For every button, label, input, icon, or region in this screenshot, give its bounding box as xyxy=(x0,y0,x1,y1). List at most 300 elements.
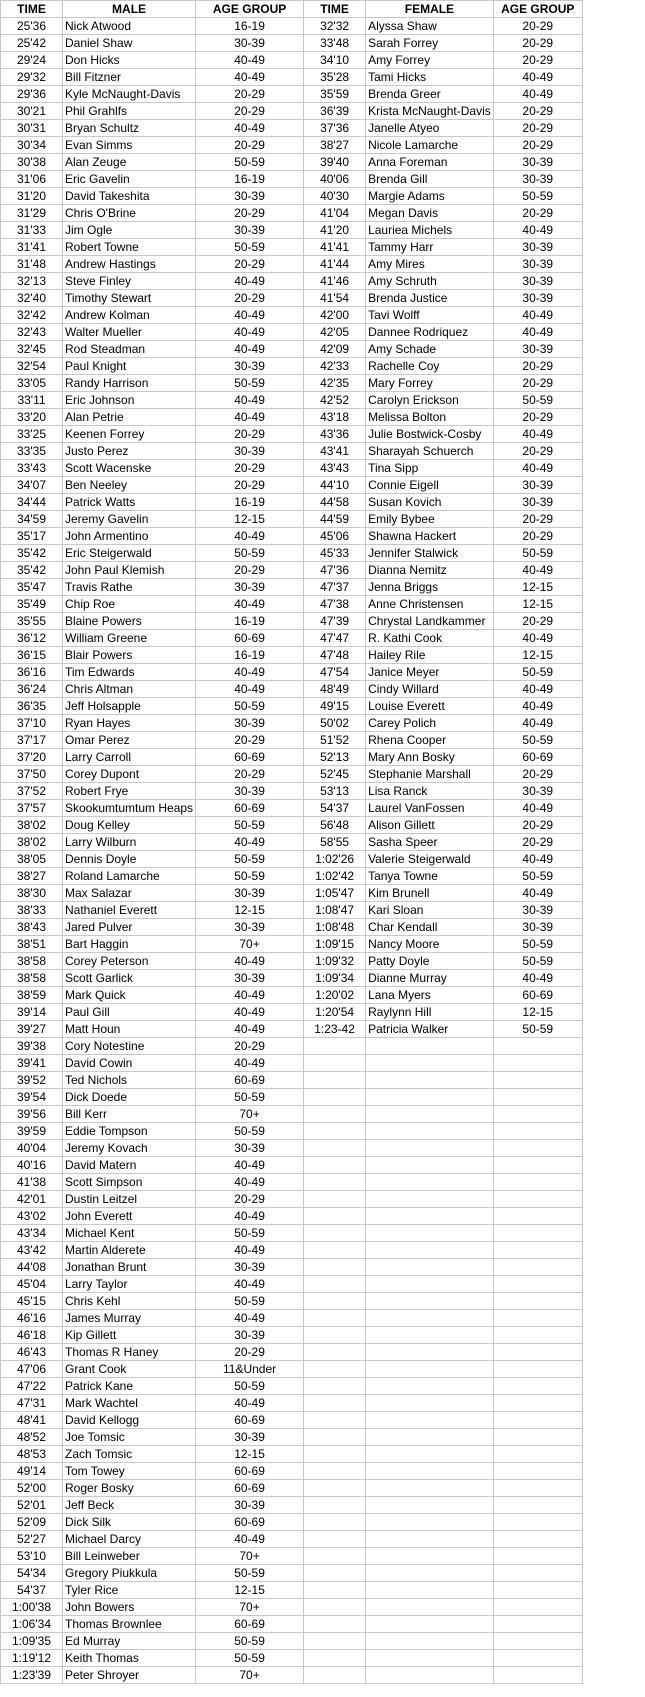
table-row xyxy=(1,1123,583,1140)
male-name-cell: Scott Wacenske xyxy=(63,460,196,477)
female-age-group-cell xyxy=(493,1429,582,1446)
female-name-cell xyxy=(366,1038,494,1055)
male-name-cell: Cory Notestine xyxy=(63,1038,196,1055)
table-row xyxy=(1,970,583,987)
male-name-cell: William Greene xyxy=(63,630,196,647)
female-time-cell: 41'04 xyxy=(304,205,366,222)
female-name-cell xyxy=(366,1242,494,1259)
male-age-group-cell: 40-49 xyxy=(196,52,304,69)
male-time-cell: 54'37 xyxy=(1,1582,63,1599)
male-name-cell: Keenen Forrey xyxy=(63,426,196,443)
table-row xyxy=(1,596,583,613)
female-age-group-cell: 40-49 xyxy=(493,970,582,987)
female-time-cell: 39'40 xyxy=(304,154,366,171)
male-name-cell: Skookumtumtum Heaps xyxy=(63,800,196,817)
male-time-cell: 37'10 xyxy=(1,715,63,732)
male-age-group-cell: 20-29 xyxy=(196,766,304,783)
male-time-cell: 45'04 xyxy=(1,1276,63,1293)
male-name-cell: Bart Haggin xyxy=(63,936,196,953)
male-name-cell: Tom Towey xyxy=(63,1463,196,1480)
male-time-cell: 1:09'35 xyxy=(1,1633,63,1650)
male-name-cell: James Murray xyxy=(63,1310,196,1327)
female-age-group-cell: 30-39 xyxy=(493,477,582,494)
female-time-cell xyxy=(304,1633,366,1650)
female-age-group-cell: 40-49 xyxy=(493,426,582,443)
female-time-cell xyxy=(304,1038,366,1055)
female-time-cell xyxy=(304,1106,366,1123)
female-name-cell: Cindy Willard xyxy=(366,681,494,698)
male-name-cell: David Kellogg xyxy=(63,1412,196,1429)
female-time-cell: 42'09 xyxy=(304,341,366,358)
female-name-cell: Alison Gillett xyxy=(366,817,494,834)
male-time-cell: 34'07 xyxy=(1,477,63,494)
female-age-group-cell: 50-59 xyxy=(493,392,582,409)
male-name-cell: Tyler Rice xyxy=(63,1582,196,1599)
table-row xyxy=(1,579,583,596)
female-name-cell xyxy=(366,1191,494,1208)
male-time-cell: 29'32 xyxy=(1,69,63,86)
female-age-group-cell: 20-29 xyxy=(493,817,582,834)
male-name-cell: Max Salazar xyxy=(63,885,196,902)
male-time-cell: 32'13 xyxy=(1,273,63,290)
male-age-group-cell: 30-39 xyxy=(196,35,304,52)
male-name-cell: Dick Doede xyxy=(63,1089,196,1106)
male-time-cell: 25'36 xyxy=(1,18,63,35)
female-time-cell: 52'13 xyxy=(304,749,366,766)
male-time-cell: 38'58 xyxy=(1,970,63,987)
male-age-group-cell: 40-49 xyxy=(196,307,304,324)
male-time-cell: 48'41 xyxy=(1,1412,63,1429)
male-time-cell: 37'50 xyxy=(1,766,63,783)
female-time-cell: 42'33 xyxy=(304,358,366,375)
male-time-cell: 32'45 xyxy=(1,341,63,358)
female-name-cell xyxy=(366,1072,494,1089)
female-time-cell xyxy=(304,1565,366,1582)
table-row xyxy=(1,460,583,477)
male-name-cell: David Matern xyxy=(63,1157,196,1174)
male-name-cell: Chris Kehl xyxy=(63,1293,196,1310)
male-age-group-cell: 40-49 xyxy=(196,681,304,698)
female-name-cell: Mary Forrey xyxy=(366,375,494,392)
female-name-cell: Raylynn Hill xyxy=(366,1004,494,1021)
female-name-cell xyxy=(366,1106,494,1123)
male-time-cell: 33'43 xyxy=(1,460,63,477)
male-time-cell: 53'10 xyxy=(1,1548,63,1565)
male-age-group-cell: 20-29 xyxy=(196,205,304,222)
male-time-cell: 33'11 xyxy=(1,392,63,409)
male-name-cell: Phil Grahlfs xyxy=(63,103,196,120)
female-time-cell: 42'00 xyxy=(304,307,366,324)
male-age-group-cell: 40-49 xyxy=(196,987,304,1004)
male-age-group-cell: 50-59 xyxy=(196,1633,304,1650)
table-row xyxy=(1,1395,583,1412)
male-time-cell: 31'29 xyxy=(1,205,63,222)
female-age-group-cell xyxy=(493,1480,582,1497)
male-name-cell: Bill Leinweber xyxy=(63,1548,196,1565)
female-time-cell xyxy=(304,1548,366,1565)
female-age-group-cell xyxy=(493,1038,582,1055)
table-row xyxy=(1,664,583,681)
female-name-cell: Jennifer Stalwick xyxy=(366,545,494,562)
female-age-group-cell: 40-49 xyxy=(493,69,582,86)
male-age-group-cell: 50-59 xyxy=(196,1378,304,1395)
female-time-cell: 42'35 xyxy=(304,375,366,392)
results-body xyxy=(1,18,583,1684)
male-name-cell: Justo Perez xyxy=(63,443,196,460)
table-row xyxy=(1,307,583,324)
female-name-cell xyxy=(366,1429,494,1446)
male-name-cell: John Armentino xyxy=(63,528,196,545)
male-name-cell: Rod Steadman xyxy=(63,341,196,358)
female-age-group-cell xyxy=(493,1191,582,1208)
female-age-group-cell: 20-29 xyxy=(493,120,582,137)
female-age-group-cell xyxy=(493,1055,582,1072)
male-name-cell: Patrick Kane xyxy=(63,1378,196,1395)
female-name-cell xyxy=(366,1055,494,1072)
male-time-cell: 47'22 xyxy=(1,1378,63,1395)
female-age-group-cell: 50-59 xyxy=(493,953,582,970)
male-time-cell: 1:00'38 xyxy=(1,1599,63,1616)
female-age-group-cell: 30-39 xyxy=(493,154,582,171)
female-time-cell xyxy=(304,1361,366,1378)
male-name-cell: Scott Simpson xyxy=(63,1174,196,1191)
female-time-cell: 43'41 xyxy=(304,443,366,460)
male-time-cell: 36'35 xyxy=(1,698,63,715)
table-row xyxy=(1,817,583,834)
male-name-cell: Corey Peterson xyxy=(63,953,196,970)
male-name-cell: Roland Lamarche xyxy=(63,868,196,885)
female-name-cell: Alyssa Shaw xyxy=(366,18,494,35)
table-row xyxy=(1,868,583,885)
female-time-cell xyxy=(304,1531,366,1548)
male-time-cell: 39'38 xyxy=(1,1038,63,1055)
male-age-group-cell: 20-29 xyxy=(196,137,304,154)
male-name-cell: Jeremy Gavelin xyxy=(63,511,196,528)
male-time-cell: 32'43 xyxy=(1,324,63,341)
male-time-cell: 1:23'39 xyxy=(1,1667,63,1684)
female-name-cell: R. Kathi Cook xyxy=(366,630,494,647)
female-time-cell: 41'54 xyxy=(304,290,366,307)
table-row xyxy=(1,783,583,800)
male-time-cell: 52'27 xyxy=(1,1531,63,1548)
female-time-cell: 48'49 xyxy=(304,681,366,698)
female-time-cell xyxy=(304,1310,366,1327)
male-time-cell: 36'24 xyxy=(1,681,63,698)
male-name-cell: Chris Altman xyxy=(63,681,196,698)
table-row xyxy=(1,545,583,562)
female-age-group-cell: 30-39 xyxy=(493,783,582,800)
male-name-cell: Eric Johnson xyxy=(63,392,196,409)
male-age-group-cell: 40-49 xyxy=(196,1021,304,1038)
male-name-cell: Mark Quick xyxy=(63,987,196,1004)
male-age-group-cell: 16-19 xyxy=(196,18,304,35)
female-time-cell: 1:20'02 xyxy=(304,987,366,1004)
male-name-cell: Larry Taylor xyxy=(63,1276,196,1293)
male-time-cell: 31'41 xyxy=(1,239,63,256)
table-row xyxy=(1,256,583,273)
female-name-cell: Anna Foreman xyxy=(366,154,494,171)
female-name-cell: Margie Adams xyxy=(366,188,494,205)
male-name-cell: Jared Pulver xyxy=(63,919,196,936)
table-row xyxy=(1,1038,583,1055)
male-name-cell: Ryan Hayes xyxy=(63,715,196,732)
male-name-cell: Blaine Powers xyxy=(63,613,196,630)
male-name-cell: Corey Dupont xyxy=(63,766,196,783)
male-age-group-cell: 20-29 xyxy=(196,426,304,443)
male-time-cell: 39'14 xyxy=(1,1004,63,1021)
female-time-cell xyxy=(304,1514,366,1531)
male-age-group-cell: 40-49 xyxy=(196,392,304,409)
male-time-cell: 52'00 xyxy=(1,1480,63,1497)
female-name-cell xyxy=(366,1140,494,1157)
female-age-group-cell: 50-59 xyxy=(493,1021,582,1038)
female-time-cell: 1:09'15 xyxy=(304,936,366,953)
female-time-cell xyxy=(304,1123,366,1140)
male-name-cell: Kyle McNaught-Davis xyxy=(63,86,196,103)
female-name-cell: Nancy Moore xyxy=(366,936,494,953)
male-age-group-cell: 16-19 xyxy=(196,494,304,511)
female-name-cell xyxy=(366,1123,494,1140)
male-age-group-cell: 60-69 xyxy=(196,1412,304,1429)
male-age-group-cell: 30-39 xyxy=(196,919,304,936)
female-time-cell: 40'06 xyxy=(304,171,366,188)
female-age-group-cell: 20-29 xyxy=(493,35,582,52)
female-name-cell: Julie Bostwick-Cosby xyxy=(366,426,494,443)
female-time-cell: 42'05 xyxy=(304,324,366,341)
female-age-group-cell: 30-39 xyxy=(493,273,582,290)
male-name-cell: Robert Frye xyxy=(63,783,196,800)
female-time-cell: 56'48 xyxy=(304,817,366,834)
female-time-cell: 43'36 xyxy=(304,426,366,443)
male-name-cell: Nathaniel Everett xyxy=(63,902,196,919)
female-age-group-cell: 50-59 xyxy=(493,868,582,885)
male-age-group-cell: 20-29 xyxy=(196,86,304,103)
female-time-cell: 44'59 xyxy=(304,511,366,528)
female-time-cell: 40'30 xyxy=(304,188,366,205)
male-name-cell: Chris O'Brine xyxy=(63,205,196,222)
table-row xyxy=(1,1497,583,1514)
female-time-header: TIME xyxy=(304,1,366,18)
female-age-group-cell xyxy=(493,1412,582,1429)
table-row xyxy=(1,987,583,1004)
male-age-group-cell: 20-29 xyxy=(196,1038,304,1055)
male-age-group-cell: 30-39 xyxy=(196,358,304,375)
male-age-group-cell: 40-49 xyxy=(196,953,304,970)
female-time-cell: 1:09'34 xyxy=(304,970,366,987)
female-time-cell: 52'45 xyxy=(304,766,366,783)
female-time-cell: 1:23-42 xyxy=(304,1021,366,1038)
table-row xyxy=(1,1446,583,1463)
male-age-group-cell: 40-49 xyxy=(196,664,304,681)
male-time-cell: 41'38 xyxy=(1,1174,63,1191)
female-name-cell xyxy=(366,1395,494,1412)
female-age-group-cell xyxy=(493,1276,582,1293)
female-time-cell: 41'46 xyxy=(304,273,366,290)
female-time-cell xyxy=(304,1344,366,1361)
female-age-group-cell xyxy=(493,1650,582,1667)
male-name-cell: Daniel Shaw xyxy=(63,35,196,52)
male-name-cell: Bill Fitzner xyxy=(63,69,196,86)
female-age-group-cell xyxy=(493,1667,582,1684)
table-row xyxy=(1,1616,583,1633)
female-time-cell: 1:02'42 xyxy=(304,868,366,885)
table-row xyxy=(1,273,583,290)
female-name-cell: Janice Meyer xyxy=(366,664,494,681)
male-name-cell: Doug Kelley xyxy=(63,817,196,834)
table-row xyxy=(1,715,583,732)
female-time-cell xyxy=(304,1599,366,1616)
table-row xyxy=(1,681,583,698)
female-age-group-cell: 20-29 xyxy=(493,511,582,528)
female-age-group-cell: 20-29 xyxy=(493,834,582,851)
female-name-cell xyxy=(366,1616,494,1633)
male-name-cell: Dustin Leitzel xyxy=(63,1191,196,1208)
female-age-group-cell: 50-59 xyxy=(493,188,582,205)
male-name-cell: Jeremy Kovach xyxy=(63,1140,196,1157)
male-time-cell: 35'17 xyxy=(1,528,63,545)
female-name-cell: Megan Davis xyxy=(366,205,494,222)
male-age-group-cell: 50-59 xyxy=(196,851,304,868)
male-age-group-cell: 60-69 xyxy=(196,749,304,766)
male-time-cell: 30'34 xyxy=(1,137,63,154)
male-time-cell: 38'59 xyxy=(1,987,63,1004)
male-name-cell: Evan Simms xyxy=(63,137,196,154)
table-row xyxy=(1,137,583,154)
male-time-header: TIME xyxy=(1,1,63,18)
female-name-cell xyxy=(366,1480,494,1497)
table-row xyxy=(1,1293,583,1310)
male-name-cell: John Everett xyxy=(63,1208,196,1225)
male-time-cell: 39'54 xyxy=(1,1089,63,1106)
female-name-cell: Tammy Harr xyxy=(366,239,494,256)
male-age-group-cell: 50-59 xyxy=(196,698,304,715)
female-time-cell xyxy=(304,1276,366,1293)
male-age-group-cell: 70+ xyxy=(196,936,304,953)
table-row xyxy=(1,562,583,579)
female-time-cell: 1:02'26 xyxy=(304,851,366,868)
female-time-cell: 42'52 xyxy=(304,392,366,409)
female-age-group-cell: 20-29 xyxy=(493,137,582,154)
female-age-group-cell xyxy=(493,1157,582,1174)
male-name-cell: Scott Garlick xyxy=(63,970,196,987)
female-age-group-cell: 12-15 xyxy=(493,1004,582,1021)
male-time-cell: 29'36 xyxy=(1,86,63,103)
table-row xyxy=(1,1565,583,1582)
table-row xyxy=(1,1344,583,1361)
female-name-cell xyxy=(366,1259,494,1276)
female-name-cell: Mary Ann Bosky xyxy=(366,749,494,766)
female-time-cell: 41'41 xyxy=(304,239,366,256)
female-name-cell xyxy=(366,1633,494,1650)
table-row xyxy=(1,1208,583,1225)
male-time-cell: 52'09 xyxy=(1,1514,63,1531)
female-age-group-cell xyxy=(493,1548,582,1565)
female-age-group-cell: 30-39 xyxy=(493,256,582,273)
male-name-cell: Walter Mueller xyxy=(63,324,196,341)
table-row xyxy=(1,1242,583,1259)
male-name-cell: Alan Petrie xyxy=(63,409,196,426)
table-row xyxy=(1,732,583,749)
male-time-cell: 42'01 xyxy=(1,1191,63,1208)
female-name-cell xyxy=(366,1599,494,1616)
female-age-group-cell: 20-29 xyxy=(493,18,582,35)
table-row xyxy=(1,1004,583,1021)
female-name-cell: Lana Myers xyxy=(366,987,494,1004)
male-time-cell: 39'27 xyxy=(1,1021,63,1038)
table-row xyxy=(1,953,583,970)
female-name-cell: Amy Forrey xyxy=(366,52,494,69)
male-age-group-cell: 12-15 xyxy=(196,1446,304,1463)
female-name-cell: Carolyn Erickson xyxy=(366,392,494,409)
male-name-cell: John Bowers xyxy=(63,1599,196,1616)
male-time-cell: 47'06 xyxy=(1,1361,63,1378)
female-age-group-cell xyxy=(493,1582,582,1599)
male-age-group-cell: 50-59 xyxy=(196,375,304,392)
table-row xyxy=(1,239,583,256)
table-row xyxy=(1,749,583,766)
male-time-cell: 38'51 xyxy=(1,936,63,953)
female-time-cell xyxy=(304,1089,366,1106)
male-time-cell: 32'54 xyxy=(1,358,63,375)
female-age-group-cell xyxy=(493,1242,582,1259)
female-name-cell: Patty Doyle xyxy=(366,953,494,970)
male-name-cell: Thomas R Haney xyxy=(63,1344,196,1361)
table-row xyxy=(1,1667,583,1684)
table-row xyxy=(1,1276,583,1293)
female-time-cell: 45'33 xyxy=(304,545,366,562)
male-age-group-cell: 40-49 xyxy=(196,120,304,137)
female-name-cell: Rachelle Coy xyxy=(366,358,494,375)
male-name-cell: Joe Tomsic xyxy=(63,1429,196,1446)
female-time-cell: 41'20 xyxy=(304,222,366,239)
male-time-cell: 38'33 xyxy=(1,902,63,919)
female-name-cell: Kari Sloan xyxy=(366,902,494,919)
male-age-group-cell: 60-69 xyxy=(196,1616,304,1633)
table-row xyxy=(1,154,583,171)
female-age-group-cell: 40-49 xyxy=(493,307,582,324)
female-time-cell: 41'44 xyxy=(304,256,366,273)
male-time-cell: 30'38 xyxy=(1,154,63,171)
male-age-group-cell: 50-59 xyxy=(196,1650,304,1667)
male-age-group-cell: 16-19 xyxy=(196,647,304,664)
table-row xyxy=(1,1089,583,1106)
male-age-group-cell: 12-15 xyxy=(196,1582,304,1599)
female-name-cell: Rhena Cooper xyxy=(366,732,494,749)
table-row xyxy=(1,1225,583,1242)
female-time-cell xyxy=(304,1174,366,1191)
female-age-group-cell: 60-69 xyxy=(493,987,582,1004)
male-time-cell: 37'57 xyxy=(1,800,63,817)
male-time-cell: 40'16 xyxy=(1,1157,63,1174)
female-age-group-cell: 50-59 xyxy=(493,545,582,562)
female-age-group-cell: 40-49 xyxy=(493,324,582,341)
male-age-group-header: AGE GROUP xyxy=(196,1,304,18)
table-row xyxy=(1,426,583,443)
female-age-group-cell: 12-15 xyxy=(493,579,582,596)
male-time-cell: 25'42 xyxy=(1,35,63,52)
male-age-group-cell: 50-59 xyxy=(196,868,304,885)
male-time-cell: 45'15 xyxy=(1,1293,63,1310)
female-age-group-cell: 40-49 xyxy=(493,562,582,579)
male-age-group-cell: 50-59 xyxy=(196,545,304,562)
male-age-group-cell: 50-59 xyxy=(196,1089,304,1106)
female-age-group-cell: 20-29 xyxy=(493,52,582,69)
female-time-cell: 43'43 xyxy=(304,460,366,477)
male-time-cell: 44'08 xyxy=(1,1259,63,1276)
female-age-group-cell xyxy=(493,1174,582,1191)
female-age-group-cell xyxy=(493,1446,582,1463)
female-name-cell: Brenda Gill xyxy=(366,171,494,188)
